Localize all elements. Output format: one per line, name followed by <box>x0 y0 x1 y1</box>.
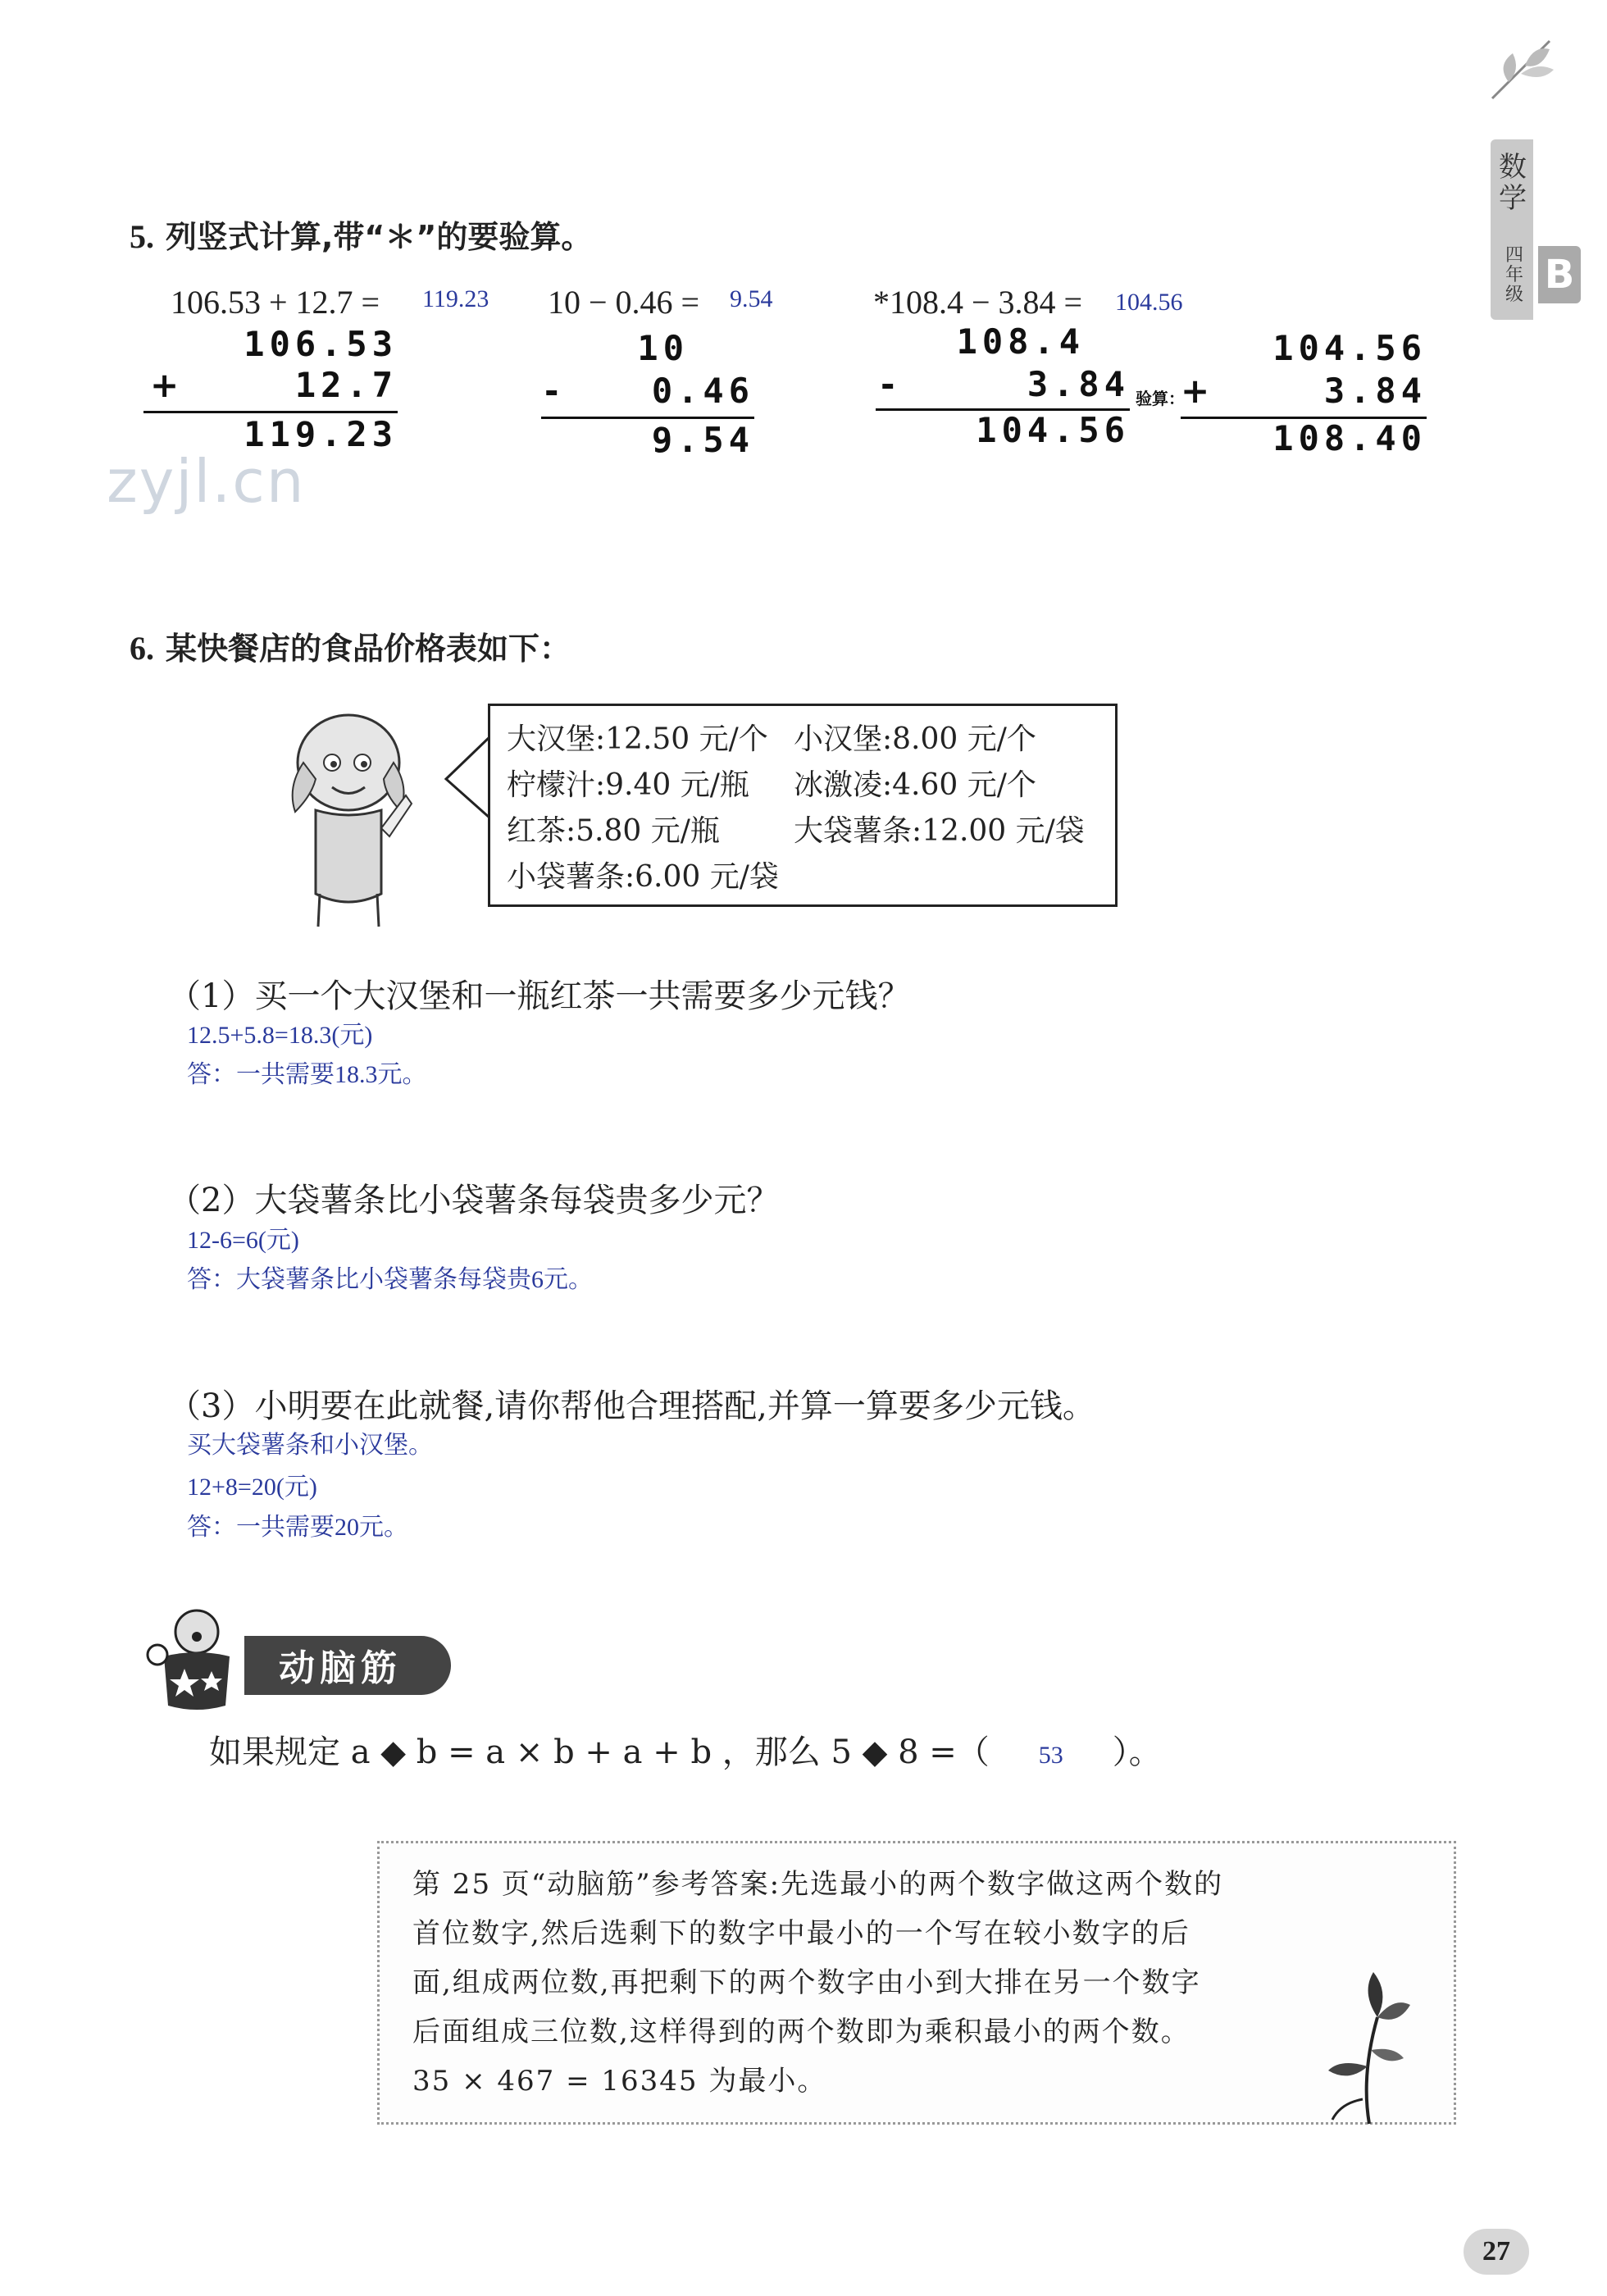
note-line: 面,组成两位数,再把剩下的两个数字由小到大排在另一个数字 <box>412 1966 1201 1999</box>
vcalc-row: 10 <box>637 328 689 368</box>
vcalc-row: 12.7 <box>294 365 398 405</box>
q6-sub3-work-1: 买大袋薯条和小汉堡。 <box>187 1432 433 1459</box>
q5-p2-vertical-calc <box>541 328 754 467</box>
q5-check-label: 验算： <box>1136 389 1185 408</box>
q6-sub3-work-2: 12+8=20(元) <box>187 1474 317 1501</box>
q5-p3-check-calc <box>1181 328 1427 467</box>
brain-teaser-title: 动脑筋 <box>279 1647 402 1689</box>
side-subject-label: 数学 <box>1499 151 1527 215</box>
q5-p1-vertical-calc <box>143 324 398 463</box>
q6-title-text: 某快餐店的食品价格表如下： <box>166 631 571 667</box>
q6-number: 6. <box>130 630 154 667</box>
menu-item: 小汉堡:8.00 元/个 <box>794 722 1036 756</box>
vcalc-row: 3.84 <box>1027 364 1130 404</box>
vcalc-rule <box>143 411 398 413</box>
vcalc-operator: + <box>150 365 180 405</box>
leaf-decoration-icon <box>1476 25 1566 115</box>
q5-number: 5. <box>130 218 154 255</box>
q5-title-text: 列竖式计算,带“＊”的要验算。 <box>166 219 593 255</box>
vcalc-rule <box>541 417 754 419</box>
q6-title <box>130 623 571 668</box>
price-list-bubble <box>488 704 1118 907</box>
q5-p3-expression: *108.4 − 3.84 = <box>873 284 1083 321</box>
q6-sub1-work-2: 答：一共需要18.3元。 <box>187 1061 427 1088</box>
menu-item: 大袋薯条:12.00 元/袋 <box>794 814 1085 848</box>
vcalc-result: 119.23 <box>244 414 398 454</box>
menu-item: 大汉堡:12.50 元/个 <box>507 722 768 756</box>
q5-p2-expression: 10 − 0.46 = <box>548 284 700 321</box>
note-line: 35 × 467 = 16345 为最小。 <box>412 2065 827 2098</box>
q6-sub2-text: （2）大袋薯条比小袋薯条每袋贵多少元？ <box>168 1182 780 1219</box>
note-line: 第 25 页“动脑筋”参考答案:先选最小的两个数字做这两个数的 <box>412 1868 1224 1901</box>
vcalc-operator: + <box>1181 371 1210 411</box>
vcalc-row: 0.46 <box>651 371 754 411</box>
vcalc-row: 3.84 <box>1323 371 1427 411</box>
vcalc-operator: - <box>881 364 895 404</box>
menu-item: 红茶:5.80 元/瓶 <box>507 814 720 848</box>
vcalc-result: 104.56 <box>976 410 1130 450</box>
q6-sub3-work-3: 答：一共需要20元。 <box>187 1514 408 1541</box>
vcalc-result: 108.40 <box>1272 418 1427 458</box>
brain-answer: 53 <box>1038 1742 1063 1769</box>
menu-item: 冰激凌:4.60 元/个 <box>794 768 1036 802</box>
reference-answer-box <box>377 1841 1456 2125</box>
vcalc-row: 104.56 <box>1272 328 1427 368</box>
q5-title <box>130 212 592 257</box>
note-line: 首位数字,然后选剩下的数字中最小的一个写在较小数字的后 <box>412 1917 1190 1950</box>
vcalc-row: 106.53 <box>244 324 398 364</box>
note-line: 后面组成三位数,这样得到的两个数即为乘积最小的两个数。 <box>412 2016 1190 2048</box>
vcalc-operator: - <box>544 371 559 411</box>
q5-p1-answer: 119.23 <box>422 285 489 312</box>
q6-sub1-work-1: 12.5+5.8=18.3(元) <box>187 1022 373 1049</box>
q5-p3-answer: 104.56 <box>1115 289 1183 316</box>
q6-sub3-text: （3）小明要在此就餐,请你帮他合理搭配,并算一算要多少元钱。 <box>168 1387 1095 1425</box>
brain-question-suffix: ）。 <box>1112 1733 1162 1771</box>
q5-p2-answer: 9.54 <box>730 285 773 312</box>
side-grade-label: 四年级 <box>1505 245 1523 305</box>
girl-illustration-icon <box>271 705 443 935</box>
vcalc-result: 9.54 <box>651 420 754 460</box>
menu-item: 柠檬汁:9.40 元/瓶 <box>507 768 749 802</box>
watermark: zyjl.cn <box>107 447 306 516</box>
q5-p1-expression: 106.53 + 12.7 = <box>171 284 380 321</box>
side-letter-badge: B <box>1538 246 1581 303</box>
q5-p3-vertical-calc <box>876 321 1130 461</box>
vcalc-row: 108.4 <box>956 321 1085 362</box>
brain-question-prefix: 如果规定 a ◆ b = a × b + a + b ，那么 5 ◆ 8 =（ <box>209 1733 990 1771</box>
page-number: 27 <box>1464 2229 1529 2275</box>
q6-sub1-text: （1）买一个大汉堡和一瓶红茶一共需要多少元钱？ <box>168 977 911 1015</box>
menu-item: 小袋薯条:6.00 元/袋 <box>507 860 779 894</box>
brain-question <box>209 1726 1162 1773</box>
bubble-tail-icon <box>443 730 494 828</box>
q6-sub2-work-2: 答：大袋薯条比小袋薯条每袋贵6元。 <box>187 1266 593 1293</box>
flower-decoration-icon <box>1312 1968 1418 2132</box>
q6-sub2-work-1: 12-6=6(元) <box>187 1227 299 1254</box>
